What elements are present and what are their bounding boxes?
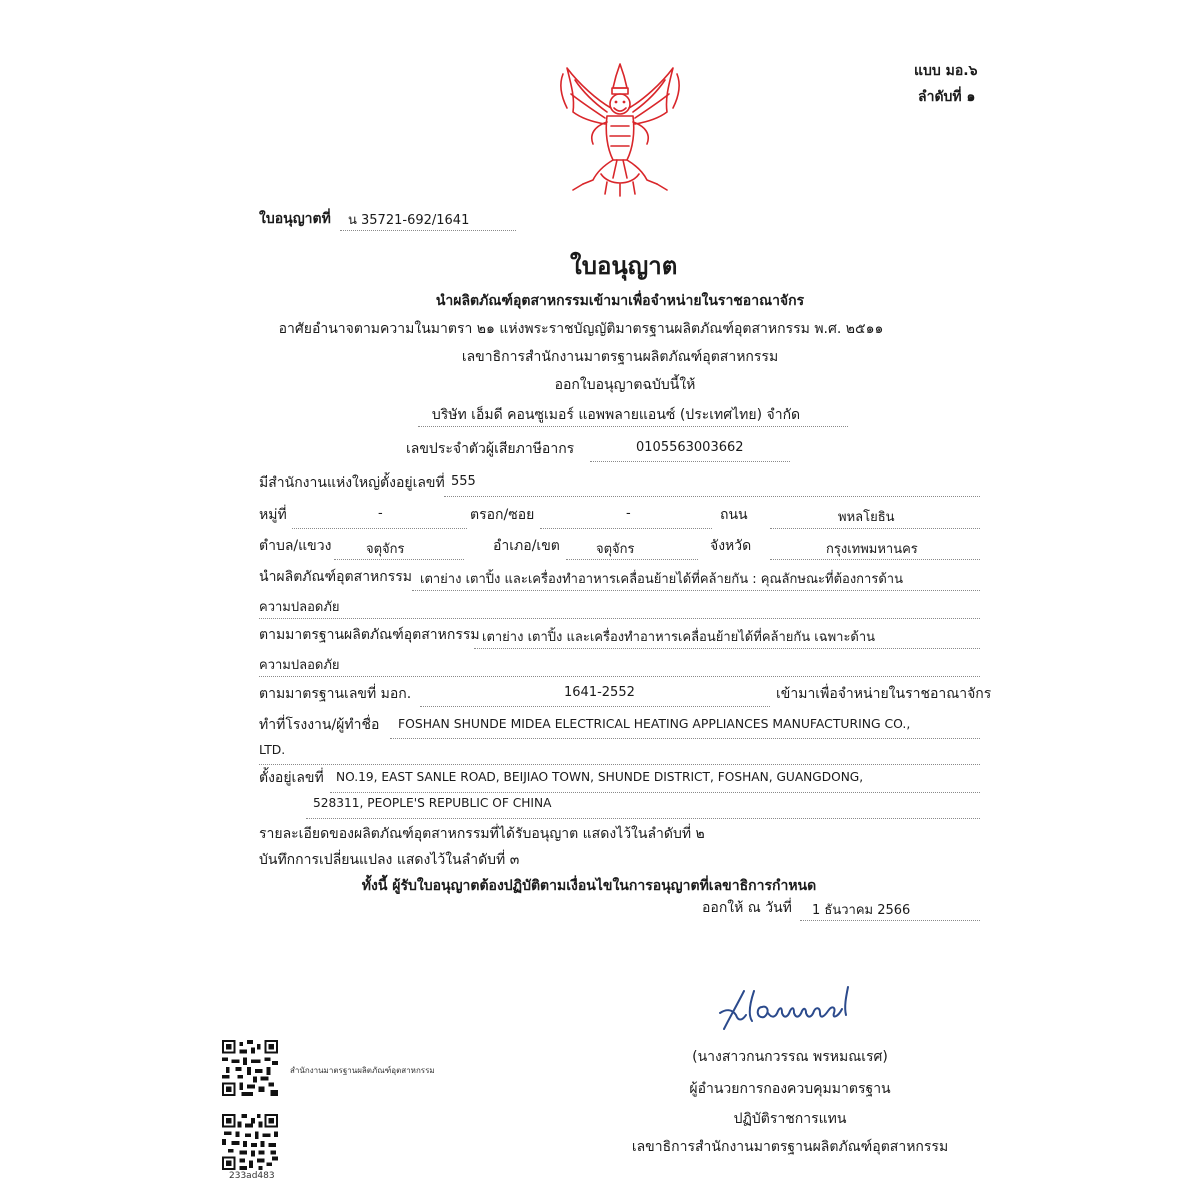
authority-line: อาศัยอำนาจตามความในมาตรา ๒๑ แห่งพระราชบัญญัติมาตรฐานผลิตภัณฑ์อุตสาหกรรม พ.ศ. ๒๕๑๑ — [278, 321, 884, 337]
hq-line — [444, 496, 980, 497]
province-label: จังหวัด — [710, 538, 752, 554]
company-name-line — [418, 426, 848, 427]
document-title: ใบอนุญาต — [570, 252, 678, 280]
manufacturer-address-1: NO.19, EAST SANLE ROAD, BEIJIAO TOWN, SHUNDE DISTRICT, FOSHAN, GUANGDONG, — [336, 770, 864, 784]
tis-line — [420, 706, 770, 707]
standard-line-1 — [474, 648, 980, 649]
changes-note: บันทึกการเปลี่ยนแปลง แสดงไว้ในลำดับที่ ๓ — [259, 852, 520, 868]
garuda-emblem-icon — [553, 62, 687, 197]
manufacturer-line-2 — [259, 764, 980, 765]
soi-label: ตรอก/ซอย — [470, 507, 535, 523]
import-line-2 — [259, 618, 980, 619]
signatory-position-2: ปฏิบัติราชการแทน — [733, 1111, 847, 1127]
import-value-1: เตาย่าง เตาปิ้ง และเครื่องทำอาหารเคลื่อนย้ายได้ที่คล้ายกัน : คุณลักษณะที่ต้องการด้าน — [420, 572, 903, 587]
district-value: จตุจักร — [596, 542, 635, 557]
standard-line-2 — [259, 676, 980, 677]
subdistrict-line — [334, 559, 464, 560]
issuer-line: เลขาธิการสำนักงานมาตรฐานผลิตภัณฑ์อุตสาหกรรม — [461, 349, 779, 365]
subdistrict-value: จตุจักร — [366, 542, 405, 557]
condition-note: ทั้งนี้ ผู้รับใบอนุญาตต้องปฏิบัติตามเงื่อนไขในการอนุญาตที่เลขาธิการกำหนด — [361, 878, 817, 894]
manufacturer-address-label: ตั้งอยู่เลขที่ — [259, 770, 324, 786]
qr-code-id: 233ad483 — [229, 1171, 275, 1181]
manufacturer-name-2: LTD. — [259, 742, 286, 757]
issue-date-label: ออกให้ ณ วันที่ — [702, 900, 792, 916]
signatory-position-3: เลขาธิการสำนักงานมาตรฐานผลิตภัณฑ์อุตสาหกรรม — [631, 1139, 949, 1155]
issue-date-value: 1 ธันวาคม 2566 — [812, 903, 911, 918]
manufacturer-line-1 — [390, 738, 980, 739]
road-value: พหลโยธิน — [838, 510, 895, 525]
company-name: บริษัท เอ็มดี คอนซูเมอร์ แอพพลายแอนซ์ (ประเทศไทย) จำกัด — [431, 407, 801, 423]
manufacturer-label: ทำที่โรงงาน/ผู้ทำชื่อ — [259, 717, 380, 733]
tax-id-label: เลขประจำตัวผู้เสียภาษีอากร — [406, 441, 575, 457]
signatory-position-1: ผู้อำนวยการกองควบคุมมาตรฐาน — [689, 1081, 891, 1097]
moo-label: หมู่ที่ — [259, 507, 287, 523]
hq-value: 555 — [451, 474, 476, 489]
soi-line — [540, 528, 712, 529]
subdistrict-label: ตำบล/แขวง — [259, 538, 332, 554]
moo-value: - — [378, 506, 383, 521]
manufacturer-address-2: 528311, PEOPLE'S REPUBLIC OF CHINA — [313, 796, 552, 810]
import-line-1 — [412, 590, 980, 591]
tis-label: ตามมาตรฐานเลขที่ มอก. — [259, 686, 412, 702]
signature-icon — [716, 985, 866, 1035]
details-note: รายละเอียดของผลิตภัณฑ์อุตสาหกรรมที่ได้รับอนุญาต แสดงไว้ในลำดับที่ ๒ — [259, 826, 705, 842]
district-label: อำเภอ/เขต — [493, 538, 560, 554]
standard-label: ตามมาตรฐานผลิตภัณฑ์อุตสาหกรรม — [259, 627, 480, 643]
qr-code-icon — [222, 1114, 278, 1170]
import-value-2: ความปลอดภัย — [259, 600, 340, 615]
import-label: นำผลิตภัณฑ์อุตสาหกรรม — [259, 569, 413, 585]
manufacturer-name-1: FOSHAN SHUNDE MIDEA ELECTRICAL HEATING APPLIANCES MANUFACTURING CO., — [398, 716, 911, 731]
road-label: ถนน — [720, 507, 748, 523]
district-line — [566, 559, 698, 560]
standard-value-1: เตาย่าง เตาปิ้ง และเครื่องทำอาหารเคลื่อนย้ายได้ที่คล้ายกัน เฉพาะด้าน — [482, 630, 876, 645]
license-number-value: น 35721-692/1641 — [348, 213, 470, 228]
tis-suffix: เข้ามาเพื่อจำหน่ายในราชอาณาจักร — [776, 686, 992, 702]
province-line — [770, 559, 980, 560]
document-subtitle: นำผลิตภัณฑ์อุตสาหกรรมเข้ามาเพื่อจำหน่ายในราชอาณาจักร — [435, 293, 805, 309]
form-sequence: ลำดับที่ ๑ — [918, 89, 976, 105]
signatory-name: (นางสาวกนกวรรณ พรหมณเรศ) — [692, 1049, 888, 1065]
standard-value-2: ความปลอดภัย — [259, 658, 340, 673]
road-line — [770, 528, 980, 529]
tax-id-line — [590, 461, 790, 462]
manufacturer-address-line-2 — [306, 818, 980, 819]
tis-value: 1641-2552 — [564, 685, 635, 700]
issue-line: ออกใบอนุญาตฉบับนี้ให้ — [554, 377, 696, 393]
license-number-label: ใบอนุญาตที่ — [259, 211, 331, 227]
form-code: แบบ มอ.๖ — [914, 63, 978, 79]
hq-label: มีสำนักงานแห่งใหญ่ตั้งอยู่เลขที่ — [259, 475, 445, 491]
qr-code-icon — [222, 1040, 278, 1096]
manufacturer-address-line-1 — [330, 792, 980, 793]
tax-id-value: 0105563003662 — [636, 440, 744, 455]
soi-value: - — [626, 506, 631, 521]
province-value: กรุงเทพมหานคร — [826, 542, 918, 557]
license-number-line — [340, 230, 516, 231]
moo-line — [292, 528, 467, 529]
qr-caption: สำนักงานมาตรฐานผลิตภัณฑ์อุตสาหกรรม — [290, 1066, 435, 1075]
issue-date-line — [800, 920, 980, 921]
